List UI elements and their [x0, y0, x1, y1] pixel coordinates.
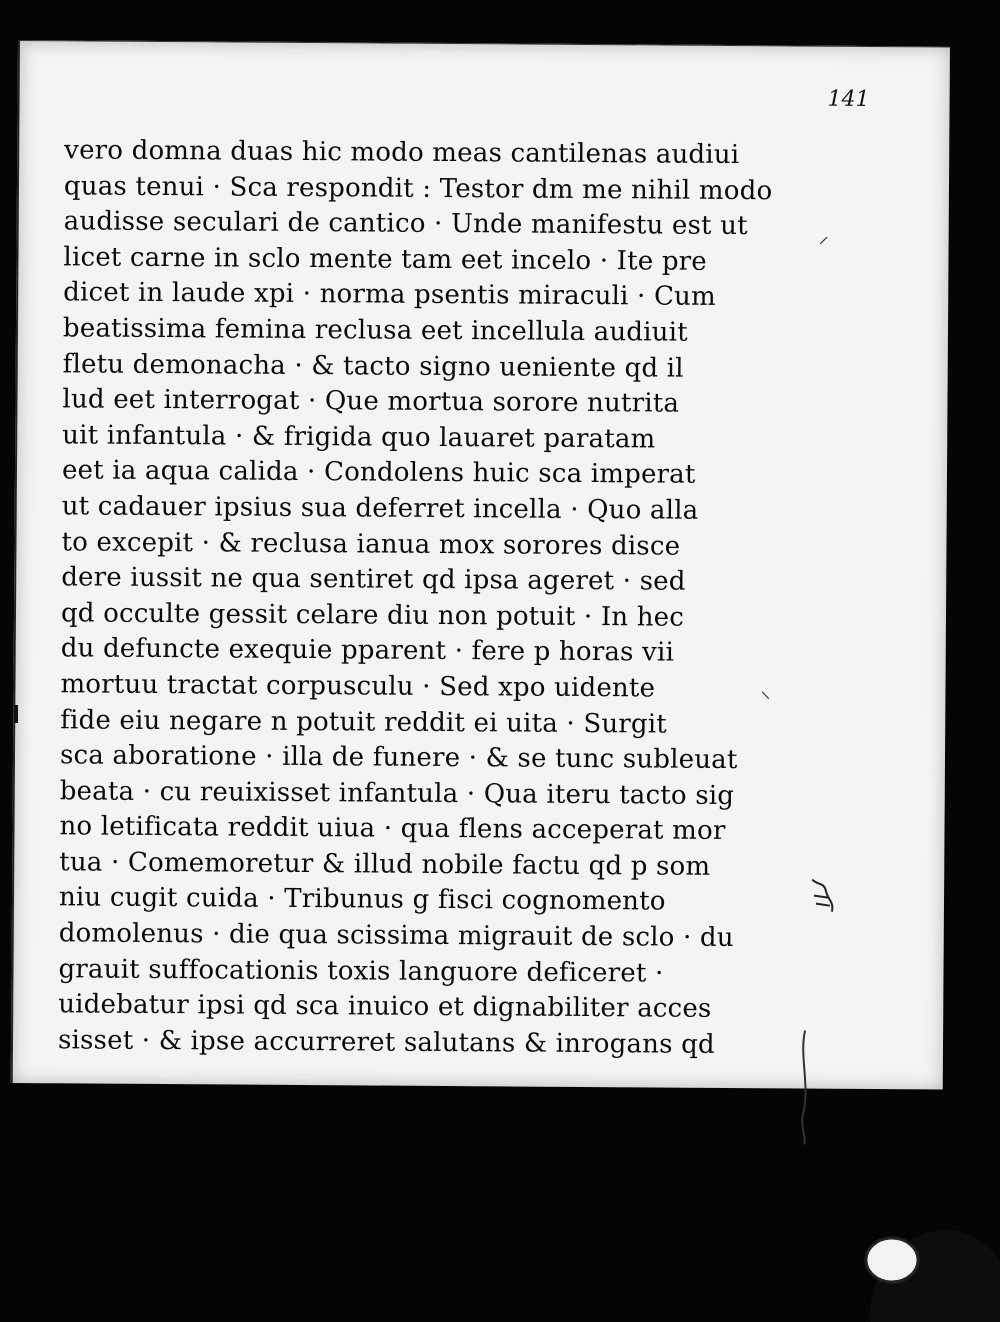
text-line: du defuncte exequie pparent · fere p horas vii — [60, 633, 675, 668]
text-line: uidebatur ipsi qd sca inuico et dignabiliter acces — [58, 989, 712, 1025]
text-line: fide eiu negare n potuit reddit ei uita · Surgit — [60, 704, 668, 740]
text-line: sca aboratione · illa de funere · & se tunc subleuat — [59, 740, 738, 776]
thumb-holding-page — [830, 1202, 1000, 1322]
margin-stroke-mark: ⸝ — [818, 223, 829, 248]
text-line: tua · Comemoretur & illud nobile factu qd p som — [59, 847, 711, 882]
text-line: eet ia aqua calida · Condolens huic sca imperat — [61, 455, 696, 491]
text-line: licet carne in sclo mente tam eet incelo · Ite pre — [63, 242, 708, 277]
text-line: niu cugit cuida · Tribunus g fisci cognomento — [58, 882, 666, 918]
text-line: dicet in laude xpi · norma psentis miraculi · Cum — [63, 277, 717, 313]
edge-mark — [14, 705, 18, 723]
text-line: to excepit · & reclusa ianua mox sorores disce — [61, 526, 681, 562]
text-line: ut cadauer ipsius sua deferret incella · Quo alla — [61, 491, 699, 526]
text-line: audisse seculari de cantico · Unde manifestu est ut — [63, 206, 748, 242]
manuscript-text — [58, 133, 824, 1064]
text-line: quas tenui · Sca respondit : Testor dm me nihil modo — [63, 170, 773, 206]
manuscript-folio — [11, 40, 950, 1089]
text-line: domolenus · die qua scissima migrauit de sclo · du — [58, 918, 734, 954]
margin-stroke-mark: ⸜ — [760, 678, 771, 703]
margin-pointing-hand-icon — [804, 872, 844, 922]
text-line: mortuu tractat corpusculu · Sed xpo uidente — [60, 669, 656, 704]
text-line: vero domna duas hic modo meas cantilenas audiui — [64, 135, 740, 171]
text-line: beatissima femina reclusa eet incellula audiuit — [62, 313, 688, 348]
text-line: lud eet interrogat · Que mortua sorore nutrita — [62, 384, 680, 419]
text-line: dere iussit ne qua sentiret qd ipsa ageret · sed — [61, 562, 686, 597]
margin-bracket-icon — [792, 1026, 823, 1146]
text-line: grauit suffocationis toxis languore deficeret · — [58, 953, 664, 989]
text-line: no letificata reddit uiua · qua flens acceperat mor — [59, 811, 726, 847]
text-line: sisset · & ipse accurreret salutans & inrogans qd — [57, 1025, 715, 1060]
folio-number: 141 — [827, 86, 870, 112]
text-line: uit infantula · & frigida quo lauaret paratam — [62, 420, 656, 455]
text-line: qd occulte gessit celare diu non potuit · In hec — [60, 598, 685, 633]
text-line: fletu demonacha · & tacto signo ueniente qd il — [62, 348, 684, 384]
text-line: beata · cu reuixisset infantula · Qua iteru tacto sig — [59, 775, 735, 811]
